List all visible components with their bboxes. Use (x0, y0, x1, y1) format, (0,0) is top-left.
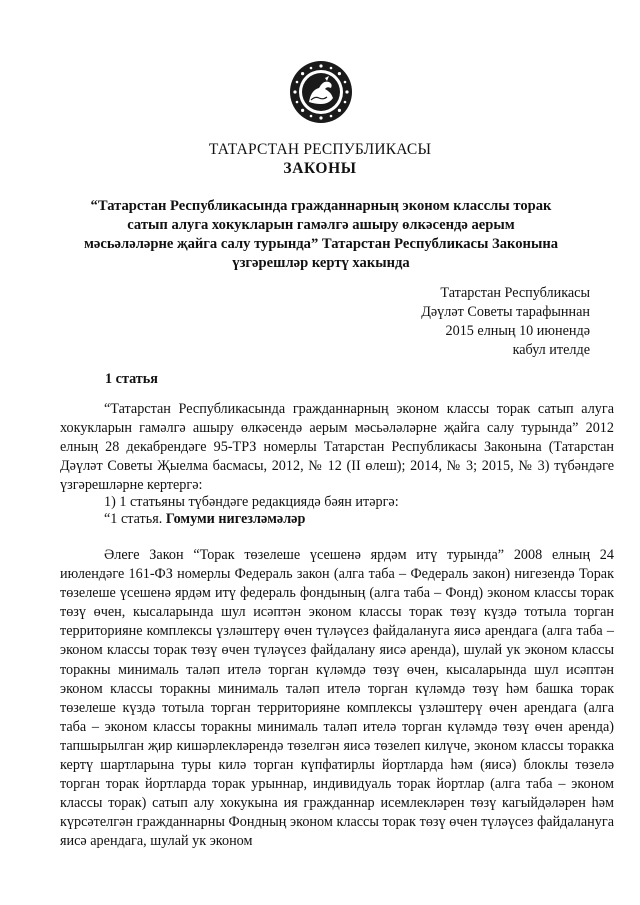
adoption-line: кабул ителде (512, 342, 590, 358)
tatarstan-coat-of-arms-icon (289, 60, 353, 124)
list-item (104, 510, 305, 529)
article-title-bold: Гомуми нигезләмәләр (165, 511, 306, 527)
adoption-block (350, 284, 590, 360)
adoption-line: 2015 елның 10 июнендә (445, 323, 590, 339)
list-item: 1) 1 статьяны түбәндәге редакциядә бәян итәргә: (104, 494, 399, 510)
adoption-line: Дәүләт Советы тарафыннан (421, 304, 590, 320)
article-heading: 1 статья (105, 371, 158, 387)
body-paragraph: “Татарстан Республикасында гражданнарның эконом классы торак сатып алуга хокукларын гамәлгә ашыру өлкәсендә аерым мәсьәләләрне җайга салу турында” 2012 елның 28 декабрендәге 95-ТРЗ номерлы Татарстан Республикасы Законына (Татарстан Дәүләт Советы Җыелма басмасы, 2012, № 12 (II өлеш); 2014, № 3; 2015, № 3) түбәндәге үзгәрешләрне кертергә: (60, 401, 614, 494)
law-title: “Татарстан Республикасында гражданнарның эконом класслы торак сатып алуга хокукларын гамәлгә ашыру өлкәсендә аерым мәсьәләләрне җайга салу турында” Татарстан Республикасы Законына үзгәрешләр кертү хакында (83, 198, 559, 271)
article-title-prefix: “1 статья. (104, 511, 166, 527)
law-heading: ЗАКОНЫ (283, 160, 357, 177)
adoption-line: Татарстан Республикасы (440, 285, 590, 301)
body-paragraph: Әлеге Закон “Торак төзелеше үсешенә ярдәм итү турында” 2008 елның 24 июлендәге 161-ФЗ номерлы Федераль закон (алга таба – Федераль закон) нигезендә Торак төзелеше үсешенә ярдәм итү федераль фондының (алга таба – Фонд) эконом классы торак төзү өчен, кысаларында шул исәптән эконом классы торак төзү күздә тотыла торган территорияне комплексы үзләштерү өчен түләүсез файдалануга яисә арендага (алга таба – эконом классы торак төзү өчен түләүсез файдалану яисә аренда), шулай ук эконом классы торакны минималь таләп ителә торган күләмдә төзү өчен, кысаларында шул исәптән эконом классы торакны минималь таләп ителә торган күләмдә төзү һәм башка торак төзелеше күздә тотыла торган территорияне комплексы үзләштерү өчен арендага (алга таба – эконом классы торакны минималь таләп ителә торган күләмдә төзү өчен аренда) тапшырылган җир кишәрлекләрендә төзелгән яисә төзелеп килүче, эконом классы торакка кертү шартларына туры килә торган күпфатирлы йортларда һәм (яисә) блоклы төзелә торган торак йортларда торак урыннар, индивидуаль торак йортлар (алга таба – эконом классы торак) сатып алу хокукына ия гражданнар исемлекләрен төзү кагыйдәләрен һәм күрсәтелгән гражданнарны Фондның эконом классы торак төзү өчен түләүсез файдалануга яисә арендага, шулай ук эконом (60, 547, 614, 850)
republic-heading: ТАТАРСТАН РЕСПУБЛИКАСЫ (208, 141, 432, 158)
